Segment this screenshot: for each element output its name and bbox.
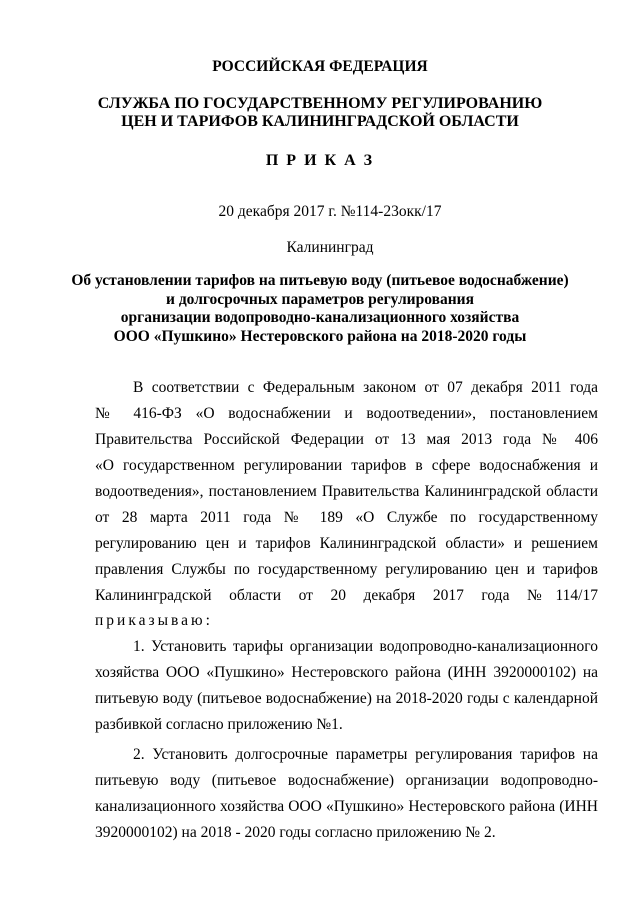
preamble-line: регулированию цен и тарифов Калининградской области» и решением <box>95 535 598 552</box>
preamble-line: водоотведения», постановлением Правительства Калининградской области <box>95 483 598 500</box>
title-line2: и долгосрочных параметров регулирования <box>166 291 474 308</box>
preamble-line: правления Службы по государственному регулированию цен и тарифов <box>95 561 598 578</box>
agency-heading-line2: ЦЕН И ТАРИФОВ КАЛИНИНГРАДСКОЙ ОБЛАСТИ <box>121 113 519 130</box>
item1-line: 1. Установить тарифы организации водопроводно-канализационного <box>133 638 598 655</box>
item1-line: разбивкой согласно приложению №1. <box>95 716 343 733</box>
item1-line: хозяйства ООО «Пушкино» Нестеровского района (ИНН 3920000102) на <box>95 664 598 681</box>
agency-heading-line1: СЛУЖБА ПО ГОСУДАРСТВЕННОМУ РЕГУЛИРОВАНИЮ <box>97 95 543 112</box>
country-heading: РОССИЙСКАЯ ФЕДЕРАЦИЯ <box>212 58 428 75</box>
preamble-line: Калининградской области от 20 декабря 2017 года №114/17 <box>95 587 598 604</box>
doc-type-heading: П Р И К А З <box>265 152 375 169</box>
item2-line: канализационного хозяйства ООО «Пушкино» Нестеровского района (ИНН <box>95 798 598 815</box>
title-line1: Об установлении тарифов на питьевую воду (питьевое водоснабжение) <box>71 272 569 289</box>
title-line3: организации водопроводно-канализационного хозяйства <box>120 309 520 326</box>
item2-line: 2. Установить долгосрочные параметры регулирования тарифов на <box>133 746 598 763</box>
item1-line: питьевую воду (питьевое водоснабжение) на 2018-2020 годы с календарной <box>95 690 598 707</box>
preamble-line: № 416-ФЗ «О водоснабжении и водоотведении», постановлением <box>95 405 598 422</box>
preamble-line: Правительства Российской Федерации от 13 мая 2013 года № 406 <box>95 431 598 448</box>
preamble-line: «О государственном регулировании тарифов в сфере водоснабжения и <box>95 457 598 474</box>
order-word: приказываю: <box>95 612 213 629</box>
preamble-line: от 28 марта 2011 года № 189 «О Службе по государственному <box>95 509 598 526</box>
date-number: 20 декабря 2017 г. №114-23окк/17 <box>218 203 442 220</box>
city: Калининград <box>286 239 374 256</box>
item2-line: 3920000102) на 2018 - 2020 годы согласно приложению № 2. <box>95 824 496 841</box>
title-line4: ООО «Пушкино» Нестеровского района на 2018-2020 годы <box>113 328 527 345</box>
preamble-line: В соответствии с Федеральным законом от 07 декабря 2011 года <box>133 379 598 396</box>
item2-line: питьевую воду (питьевое водоснабжение) организации водопроводно- <box>95 772 598 789</box>
